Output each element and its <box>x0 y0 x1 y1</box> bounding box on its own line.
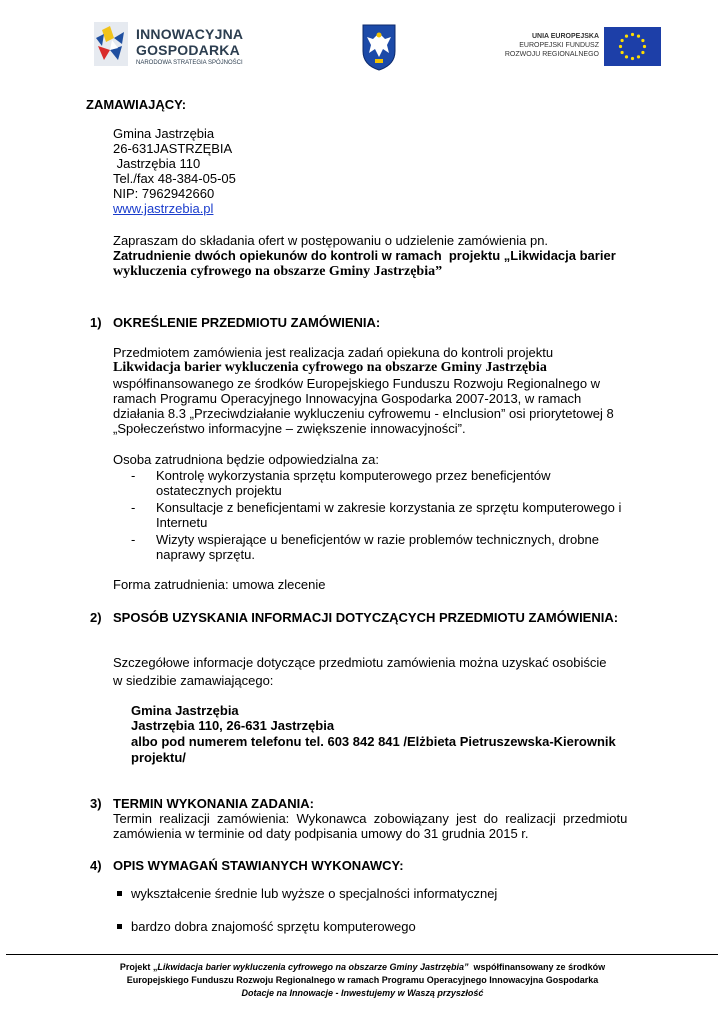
footer-project-name: Likwidacja barier wykluczenia cyfrowego na obszarze Gminy Jastrzębia” <box>157 962 469 972</box>
footer-divider <box>6 954 718 955</box>
section-1-number: 1) <box>90 315 102 330</box>
section-1-p1: Przedmiotem zamówienia jest realizacja zadań opiekuna do kontroli projektu <box>113 345 554 360</box>
resp-item-1-line-2: ostatecznych projektu <box>156 483 282 498</box>
intro-line-1: Zapraszam do składania ofert w postępowaniu o udzielenie zamówienia pn. <box>113 233 549 248</box>
resp-item-1-line-1: Kontrolę wykorzystania sprzętu komputerowego przez beneficjentów <box>156 468 551 483</box>
footer-line-1c: współfinansowany ze środków <box>468 962 606 972</box>
footer-line-2: Europejskiego Funduszu Rozwoju Regionalnego w ramach Programu Operacyjnego Innowacyjna Gospodarka <box>126 975 599 985</box>
footer-line-3: Dotacje na Innowacje - Inwestujemy w Waszą przyszłość <box>241 988 484 998</box>
eu-title: UNIA EUROPEJSKA <box>531 33 599 40</box>
orderer-website-link[interactable]: www.jastrzebia.pl <box>113 201 214 216</box>
municipal-coat-of-arms-icon <box>361 23 397 71</box>
requirement-item-2: bardzo dobra znajomość sprzętu komputerowego <box>131 919 416 934</box>
section-1-p3: współfinansowanego ze środków Europejskiego Funduszu Rozwoju Regionalnego w <box>113 376 601 391</box>
dash-bullet: - <box>131 532 136 547</box>
section-1-project-name: Likwidacja barier wykluczenia cyfrowego na obszarze Gminy Jastrzębia <box>113 360 547 375</box>
section-4-number: 4) <box>90 858 102 873</box>
requirement-item-1: wykształcenie średnie lub wyższe o specjalności informatycznej <box>131 886 498 901</box>
footer-line-1a: Projekt „ <box>119 962 158 972</box>
orderer-phone: Tel./fax 48-384-05-05 <box>113 171 236 186</box>
orderer-nip: NIP: 7962942660 <box>113 186 215 201</box>
logo-title-2: GOSPODARKA <box>136 42 240 58</box>
square-bullet-icon <box>117 924 122 929</box>
innowacyjna-gospodarka-emblem-icon <box>92 20 132 68</box>
section-1-resp-label: Osoba zatrudniona będzie odpowiedzialna za: <box>113 452 379 467</box>
innowacyjna-gospodarka-logo <box>92 18 252 70</box>
section-3-number: 3) <box>90 796 102 811</box>
orderer-postal: 26-631JASTRZĘBIA <box>113 141 233 156</box>
logo-subtitle: NARODOWA STRATEGIA SPÓJNOŚCI <box>136 60 243 66</box>
intro-line-2 <box>113 248 616 263</box>
orderer-street: Jastrzębia 110 <box>113 156 201 171</box>
orderer-name: Gmina Jastrzębia <box>113 126 215 141</box>
resp-item-2-line-2: Internetu <box>156 515 208 530</box>
footer-line-1 <box>0 961 725 974</box>
contact-role: projektu/ <box>131 750 186 765</box>
section-2-number: 2) <box>90 610 102 625</box>
section-1-heading: OKREŚLENIE PRZEDMIOTU ZAMÓWIENIA: <box>113 315 381 330</box>
intro-line-2-text: Zatrudnienie dwóch opiekunów do kontroli w ramach projektu „Likwidacja barier <box>113 248 616 263</box>
dash-bullet: - <box>131 500 136 515</box>
employment-form: Forma zatrudnienia: umowa zlecenie <box>113 577 326 592</box>
section-3-p1: Termin realizacji zamówienia: Wykonawca zobowiązany jest do realizacji przedmiotu <box>113 811 628 826</box>
section-1-p4: ramach Programu Operacyjnego Innowacyjna Gospodarka 2007-2013, w ramach <box>113 391 582 406</box>
orderer-label: ZAMAWIAJĄCY: <box>86 97 187 112</box>
section-2-heading: SPOSÓB UZYSKANIA INFORMACJI DOTYCZĄCYCH PRZEDMIOTU ZAMÓWIENIA: <box>113 610 619 625</box>
contact-phone: albo pod numerem telefonu tel. 603 842 841 /Elżbieta Pietruszewska-Kierownik <box>131 734 616 749</box>
section-3-heading: TERMIN WYKONANIA ZADANIA: <box>113 796 314 811</box>
section-1-p6: „Społeczeństwo informacyjne – zwiększenie innowacyjności”. <box>113 421 466 436</box>
eu-line-2: ROZWOJU REGIONALNEGO <box>504 51 599 58</box>
eu-text-block <box>505 32 599 59</box>
resp-item-3-line-1: Wizyty wspierające u beneficjentów w razie problemów technicznych, drobne <box>156 532 599 547</box>
contact-name: Gmina Jastrzębia <box>131 703 239 718</box>
eu-flag-icon <box>604 27 661 66</box>
intro-line-3: wykluczenia cyfrowego na obszarze Gminy Jastrzębia” <box>113 264 443 279</box>
dash-bullet: - <box>131 468 136 483</box>
section-2-p1: Szczegółowe informacje dotyczące przedmiotu zamówienia można uzyskać osobiście <box>113 655 607 670</box>
eu-line-1: EUROPEJSKI FUNDUSZ <box>519 42 599 49</box>
section-2-p2: w siedzibie zamawiającego: <box>113 673 274 688</box>
square-bullet-icon <box>117 891 122 896</box>
section-3-p2: zamówienia w terminie od daty podpisania umowy do 31 grudnia 2015 r. <box>113 826 529 841</box>
section-4-heading: OPIS WYMAGAŃ STAWIANYCH WYKONAWCY: <box>113 858 404 873</box>
logo-title-1: INNOWACYJNA <box>136 26 244 42</box>
resp-item-2-line-1: Konsultacje z beneficjentami w zakresie korzystania ze sprzętu komputerowego i <box>156 500 622 515</box>
section-1-p5: działania 8.3 „Przeciwdziałanie wykluczeniu cyfrowemu - eInclusion” osi priorytetowej 8 <box>113 406 614 421</box>
resp-item-3-line-2: naprawy sprzętu. <box>156 547 255 562</box>
contact-address: Jastrzębia 110, 26-631 Jastrzębia <box>131 718 335 733</box>
